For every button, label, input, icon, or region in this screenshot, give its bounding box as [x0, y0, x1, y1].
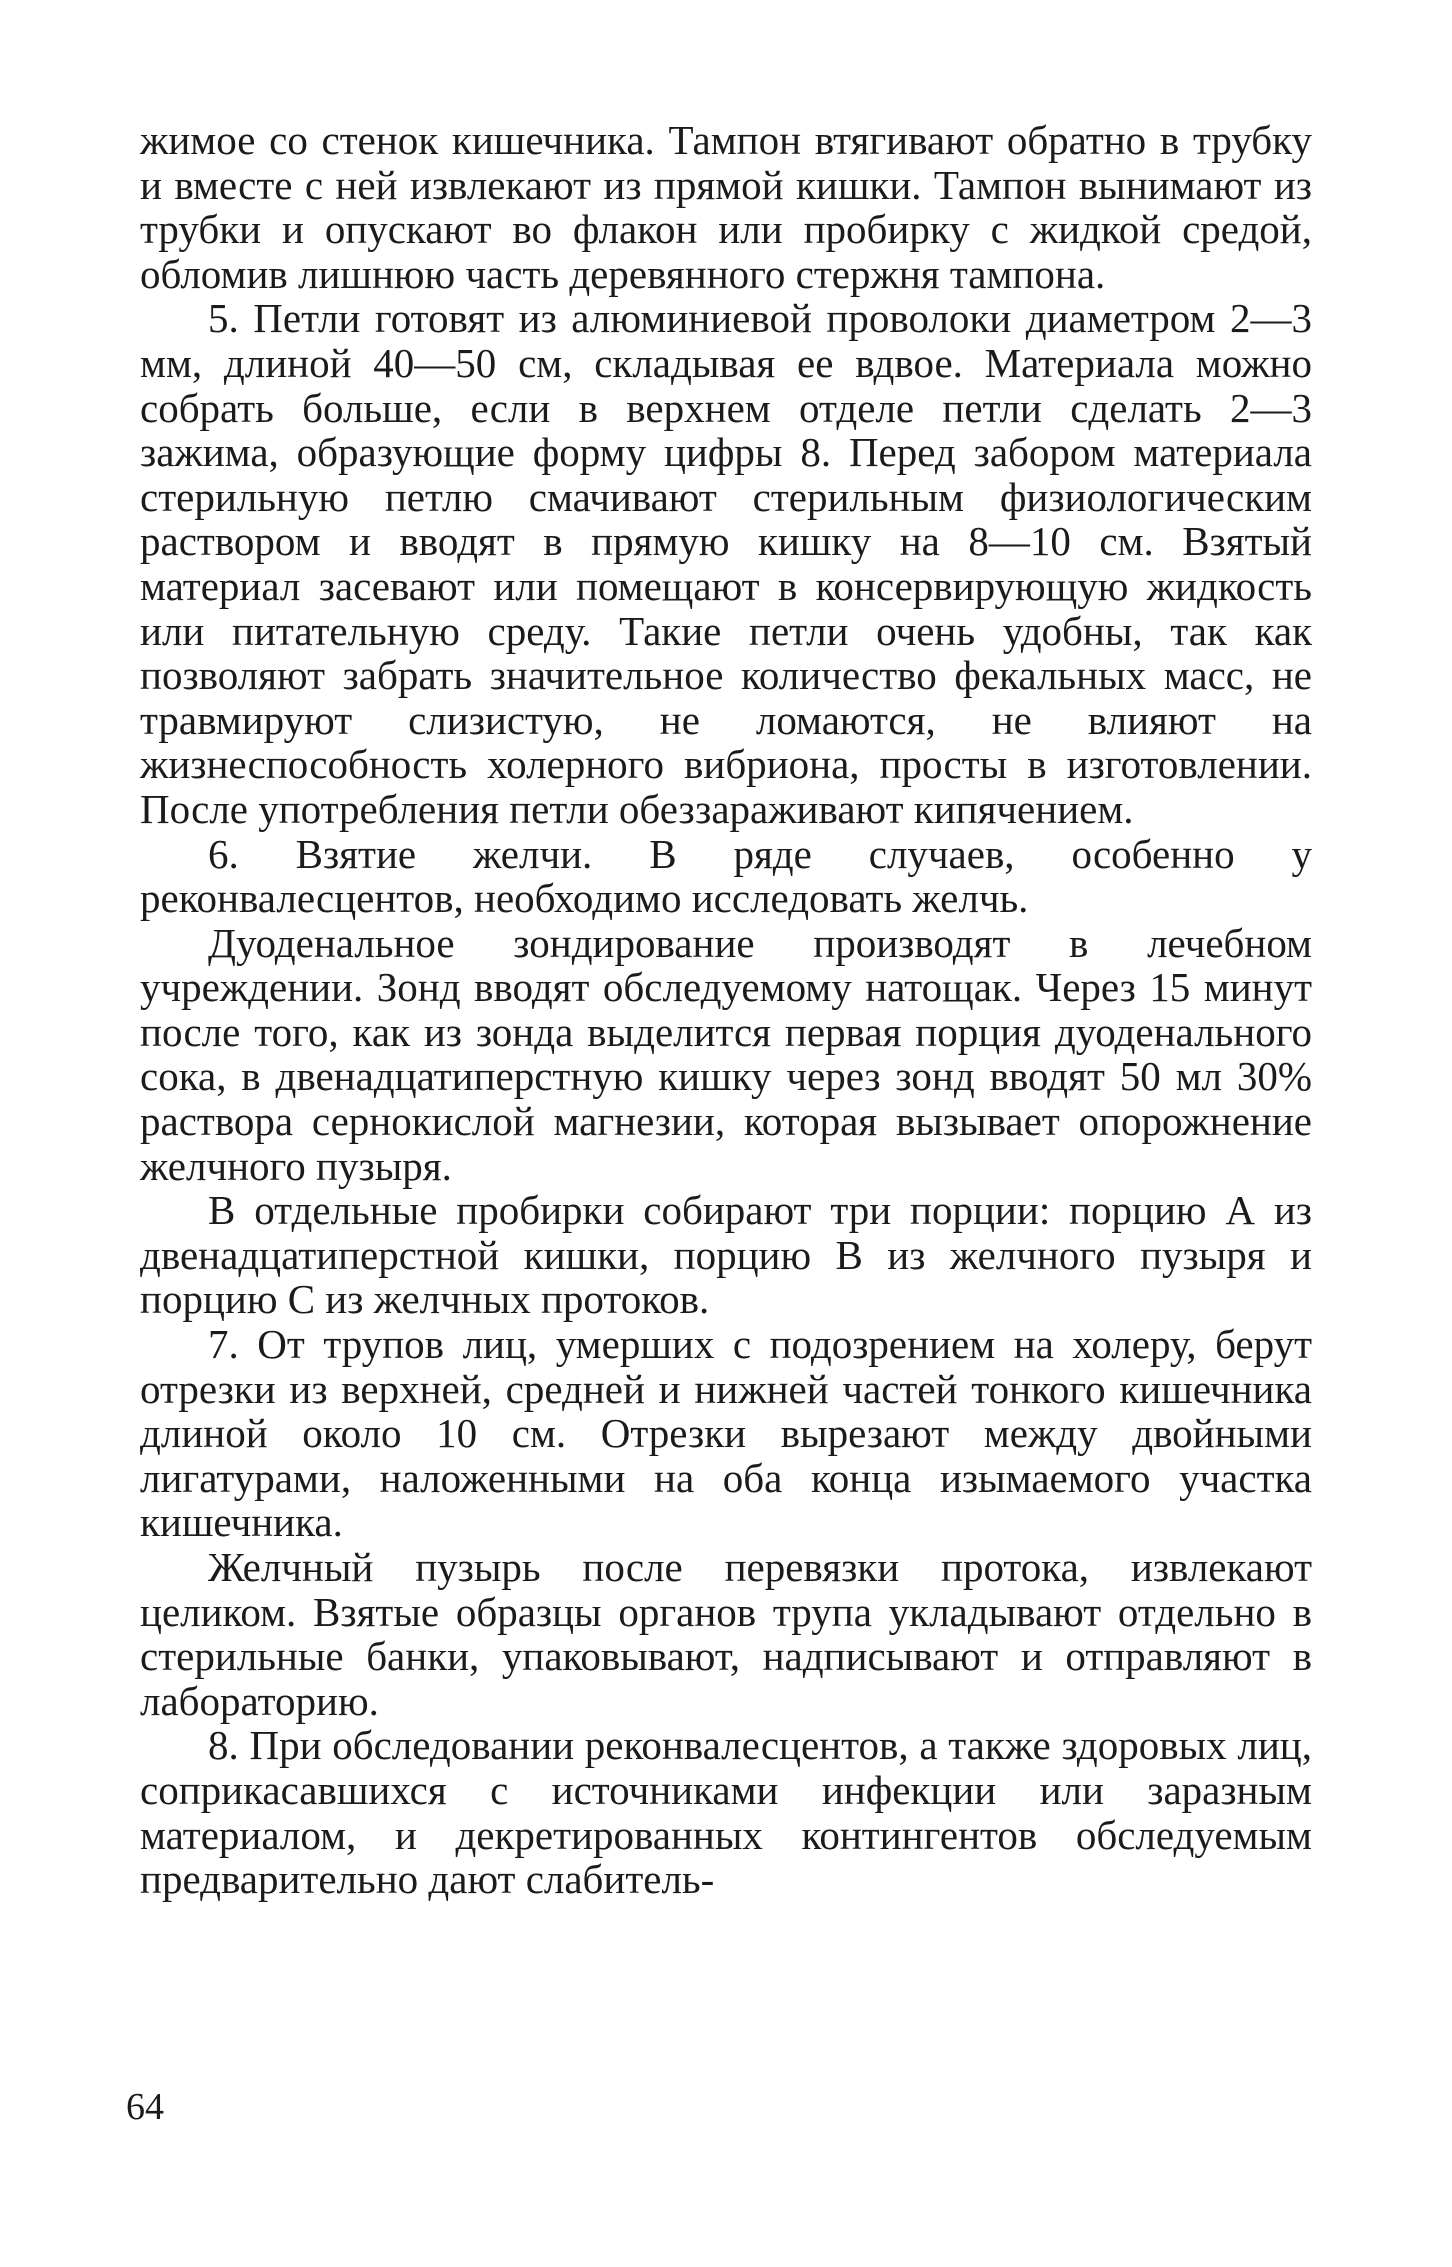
paragraph-gallbladder: Желчный пузырь после перевязки протока, извлекают целиком. Взятые образцы органов трупа укладывают отдельно в стерильные банки, упаковывают, надписывают и отправляют в лабораторию.: [140, 1544, 1312, 1724]
paragraph-item-8-convalescents: 8. При обследовании реконвалесцентов, а также здоровых лиц, соприкасавшихся с источниками инфекции или заразным материалом, и декретированных контингентов обследуемым предварительно дают слабитель-: [140, 1722, 1312, 1903]
paragraph-bile-portions: В отдельные пробирки собирают три порции: порцию А из двенадцатиперстной кишки, порцию В из желчного пузыря и порцию С из желчных протоков.: [140, 1187, 1312, 1323]
page-number: 64: [126, 2086, 164, 2128]
body-text: [140, 118, 1312, 1902]
paragraph-item-5-loops: 5. Петли готовят из алюминиевой проволоки диаметром 2—3 мм, длиной 40—50 см, складывая ее вдвое. Материала можно собрать больше, если в верхнем отделе петли сделать 2—3 зажима, образующие форму цифры 8. Перед забором материала стерильную петлю смачивают стерильным физиологическим раствором и вводят в прямую кишку на 8—10 см. Взятый материал засевают или помещают в консервирующую жидкость или питательную среду. Такие петли очень удобны, так как позволяют забрать значительное количество фекальных масс, не травмируют слизистую, не ломаются, не влияют на жизнеспособность холерного вибриона, просты в изготовлении. После употребления петли обеззараживают кипячением.: [140, 295, 1312, 832]
paragraph-continuation: жимое со стенок кишечника. Тампон втягивают обратно в трубку и вместе с ней извлекают из прямой кишки. Тампон вынимают из трубки и опускают во флакон или пробирку с жидкой средой, обломив лишнюю часть деревянного стержня тампона.: [140, 117, 1312, 297]
paragraph-item-6-bile: 6. Взятие желчи. В ряде случаев, особенно у реконвалесцентов, необходимо исследовать желчь.: [140, 830, 1312, 922]
paragraph-item-7-corpses: 7. От трупов лиц, умерших с подозрением на холеру, берут отрезки из верхней, средней и нижней частей тонкого кишечника длиной около 10 см. Отрезки вырезают между двойными лигатурами, наложенными на оба конца изымаемого участка кишечника.: [140, 1321, 1312, 1546]
paragraph-duodenal-probing: Дуоденальное зондирование производят в лечебном учреждении. Зонд вводят обследуемому натощак. Через 15 минут после того, как из зонда выделится первая порция дуоденального сока, в двенадцатиперстную кишку через зонд вводят 50 мл 30% раствора сернокислой магнезии, которая вызывает опорожнение желчного пузыря.: [140, 919, 1312, 1189]
